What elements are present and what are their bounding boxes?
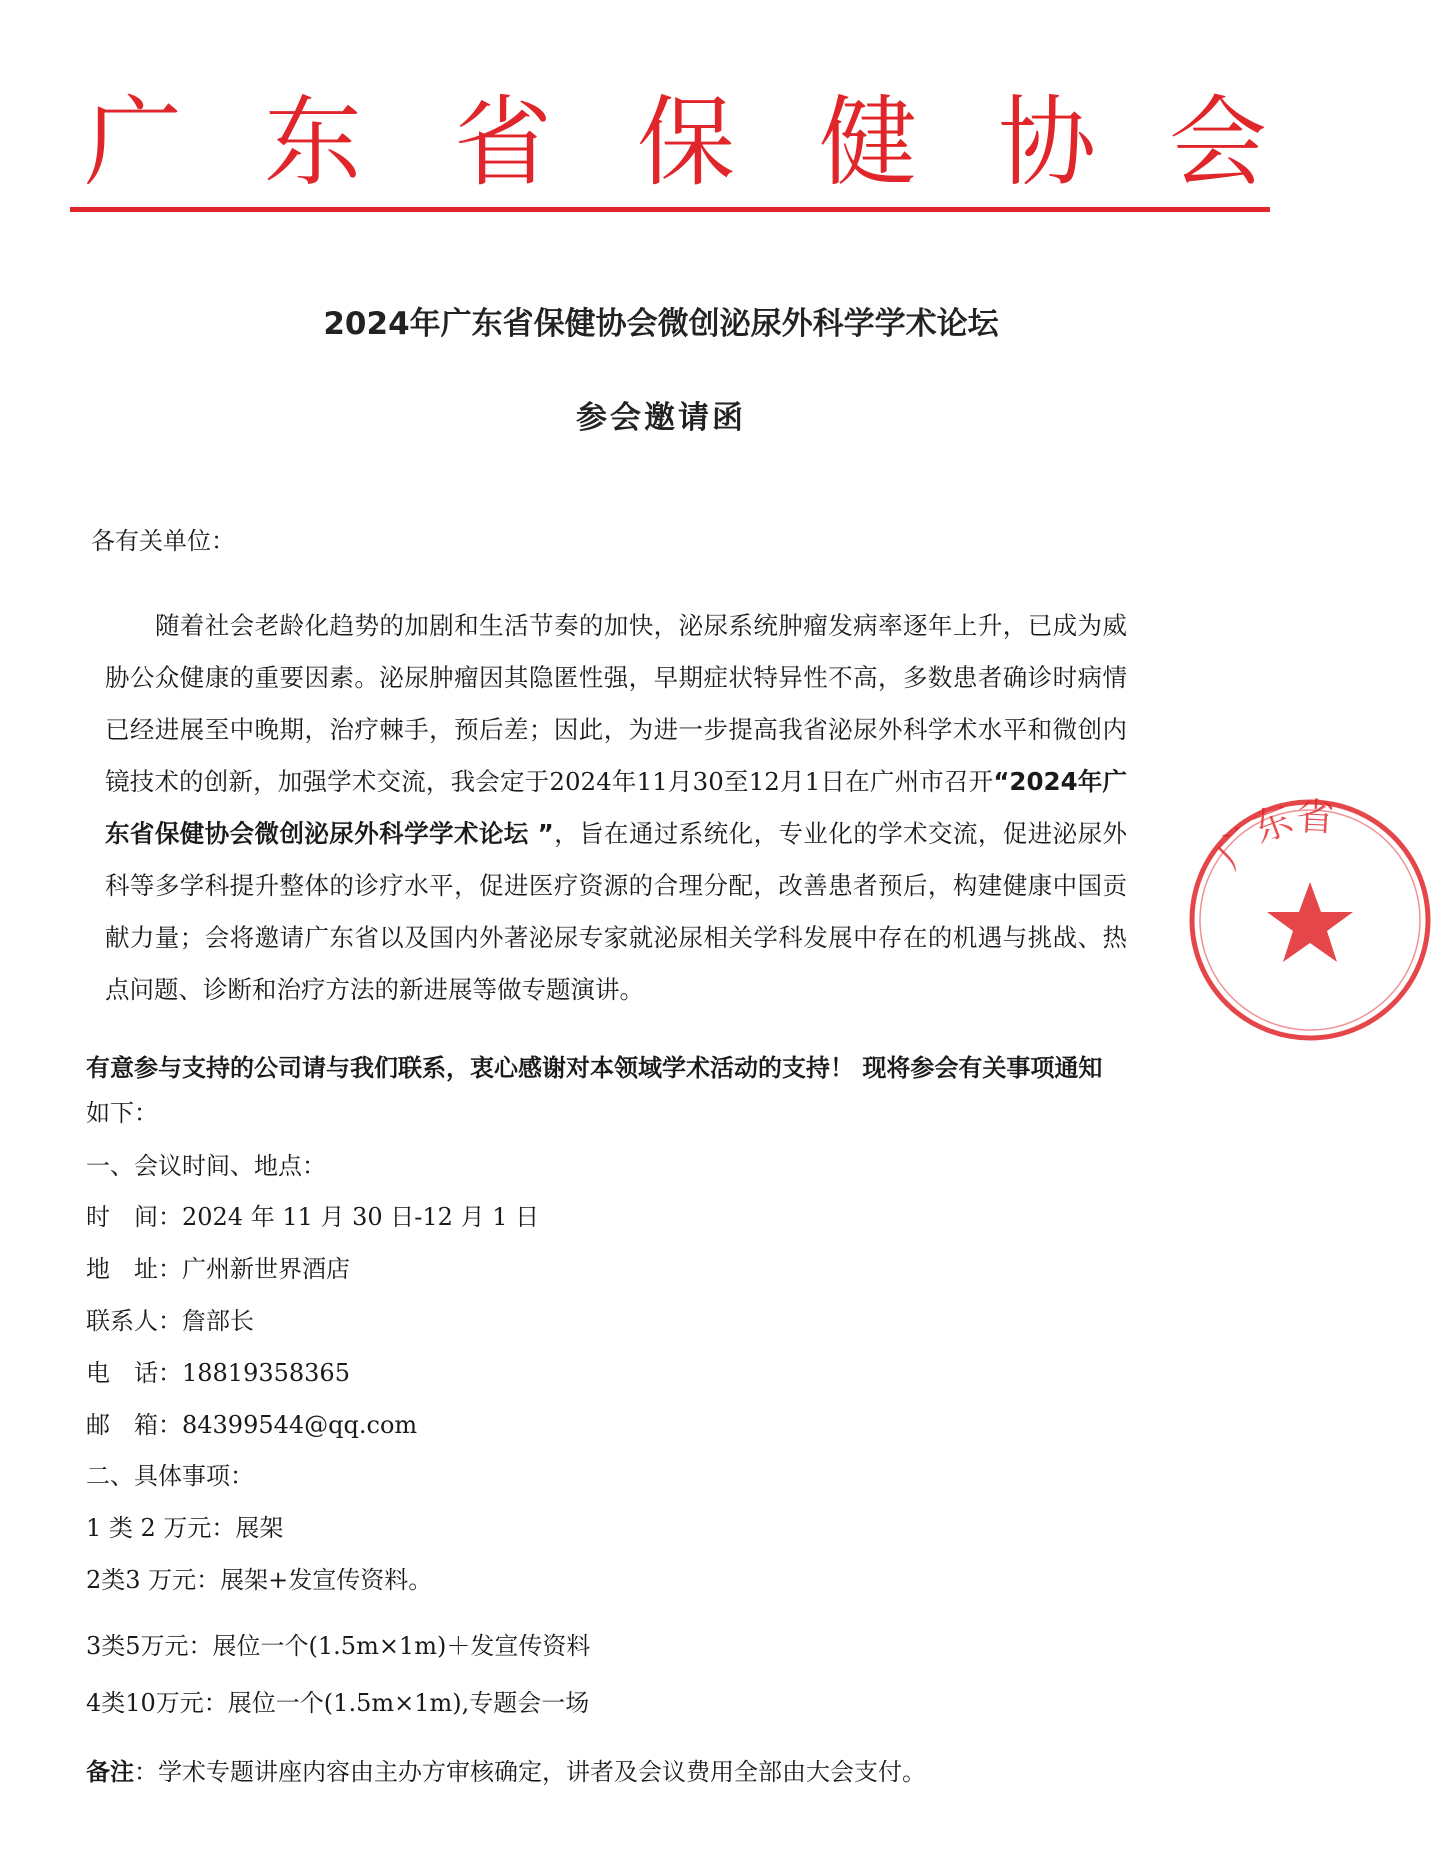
letterhead-char: 广 (84, 86, 183, 200)
letterhead-char: 东 (264, 86, 363, 200)
intro-paragraph (105, 600, 1127, 1016)
section2-heading: 二、具体事项： (86, 1462, 254, 1490)
letterhead-rule (70, 207, 1270, 212)
section1-heading: 一、会议时间、地点： (86, 1152, 326, 1180)
contact-person: 联系人：詹部长 (86, 1307, 254, 1335)
note (86, 1752, 926, 1787)
sponsor-tier: 4类10万元：展位一个(1.5m×1m),专题会一场 (86, 1689, 590, 1717)
sponsor-tier: 3类5万元：展位一个(1.5m×1m)＋发宣传资料 (86, 1632, 591, 1660)
note-label: 备注 (86, 1758, 134, 1786)
contact-phone: 电 话：18819358365 (86, 1359, 350, 1387)
note-text: ：学术专题讲座内容由主办方审核确定，讲者及会议费用全部由大会支付。 (134, 1758, 926, 1786)
meeting-address: 地 址：广州新世界酒店 (86, 1255, 350, 1283)
letterhead-char: 保 (637, 86, 736, 200)
svg-text:广东省 (1208, 794, 1336, 877)
support-notice: 有意参与支持的公司请与我们联系，衷心感谢对本领域学术活动的支持！ 现将参会有关事项通知 (86, 1054, 1103, 1082)
support-notice-cont: 如下： (86, 1099, 158, 1127)
document-title: 2024年广东省保健协会微创泌尿外科学学术论坛 (323, 306, 999, 342)
official-seal-icon (1180, 790, 1440, 1050)
letterhead (84, 86, 1268, 200)
letterhead-char: 健 (819, 86, 918, 200)
contact-email: 邮 箱：84399544@qq.com (86, 1411, 418, 1439)
intro-text-before: 随着社会老龄化趋势的加剧和生活节奏的加快，泌尿系统肿瘤发病率逐年上升，已成为威胁公众健康的重要因素。泌尿肿瘤因其隐匿性强，早期症状特异性不高，多数患者确诊时病情已经进展至中晚期，治疗棘手，预后差；因此，为进一步提高我省泌尿外科学术水平和微创内镜技术的创新，加强学术交流，我会定于2024年11月30至12月1日在广州市召开 (105, 611, 1127, 796)
salutation: 各有关单位： (91, 527, 235, 555)
sponsor-tier: 2类3 万元：展架+发宣传资料。 (86, 1566, 433, 1594)
intro-text-after: ，旨在通过系统化，专业化的学术交流，促进泌尿外科等多学科提升整体的诊疗水平，促进医疗资源的合理分配，改善患者预后，构建健康中国贡献力量；会将邀请广东省以及国内外著泌尿专家就泌尿相关学科发展中存在的机遇与挑战、热点问题、诊断和治疗方法的新进展等做专题演讲。 (105, 819, 1128, 1004)
sponsor-tier: 1 类 2 万元：展架 (86, 1514, 284, 1542)
letterhead-char: 协 (998, 86, 1097, 200)
forum-name: “2024年广东省保健协会微创泌尿外科学学术论坛 ” (105, 767, 1127, 848)
letterhead-char: 省 (454, 86, 553, 200)
meeting-time: 时 间：2024 年 11 月 30 日-12 月 1 日 (86, 1203, 540, 1231)
document-subtitle: 参会邀请函 (576, 400, 746, 436)
letterhead-char: 会 (1169, 86, 1268, 200)
seal-text: 广东省 (1207, 794, 1336, 877)
